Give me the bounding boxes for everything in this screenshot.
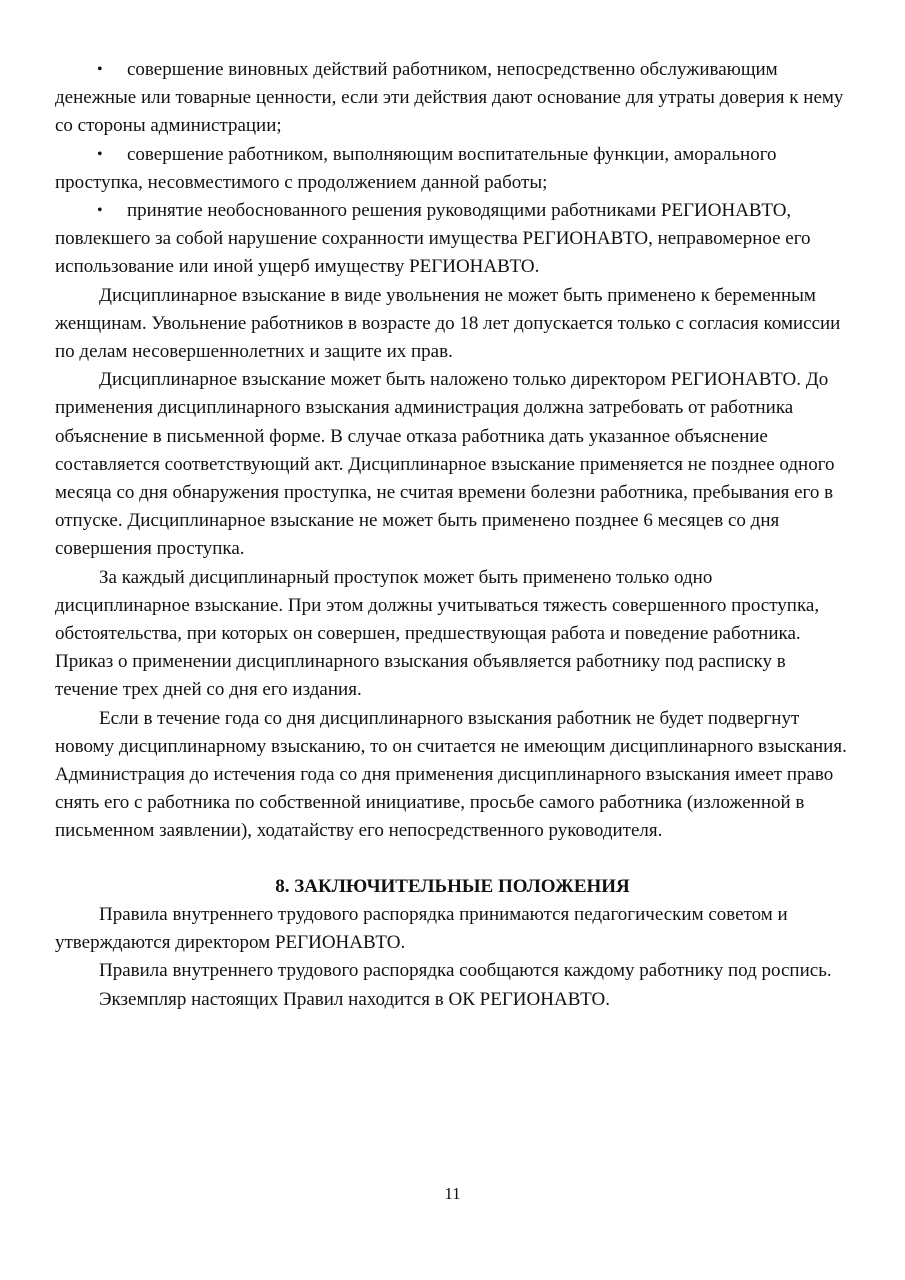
list-item <box>55 56 850 141</box>
bullet-icon: • <box>97 145 103 163</box>
page-number: 11 <box>444 1184 461 1203</box>
paragraph-imposition-procedure: Дисциплинарное взыскание может быть наложено только директором РЕГИОНАВТО. До применения дисциплинарного взыскания администрация должна затребовать от работника объяснение в письменной форме. В случае отказа работника дать указанное объяснение составляется соответствующий акт. Дисциплинарное взыскание применяется не позднее одного месяца со дня обнаружения проступка, не считая времени болезни работника, пребывания его в отпуске. Дисциплинарное взыскание не может быть применено позднее 6 месяцев со дня совершения проступка. <box>55 369 835 560</box>
paragraph-penalty-removal: Если в течение года со дня дисциплинарного взыскания работник не будет подвергнут новому дисциплинарному взысканию, то он считается не имеющим дисциплинарного взыскания. Администрация до истечения года со дня применения дисциплинарного взыскания имеет право снять его с работника по собственной инициативе, просьбе самого работника (изложенной в письменном заявлении), ходатайству его непосредственного руководителя. <box>55 707 847 842</box>
document-page <box>55 56 850 1014</box>
bullet-icon: • <box>97 61 103 78</box>
paragraph-rules-communication: Правила внутреннего трудового распорядка сообщаются каждому работнику под роспись. <box>99 960 832 982</box>
list-item-text: совершение работником, выполняющим воспитательные функции, аморального проступка, несовместимого с продолжением данной работы; <box>55 143 777 193</box>
bullet-icon: • <box>97 202 103 220</box>
list-item-text: принятие необоснованного решения руководящими работниками РЕГИОНАВТО, повлекшего за собой нарушение сохранности имущества РЕГИОНАВТО, неправомерное его использование или иной ущерб имуществу РЕГИОНАВТО. <box>55 200 811 278</box>
section-heading: 8. ЗАКЛЮЧИТЕЛЬНЫЕ ПОЛОЖЕНИЯ <box>275 875 630 897</box>
paragraph-rules-adoption: Правила внутреннего трудового распорядка принимаются педагогическим советом и утверждаются директором РЕГИОНАВТО. <box>55 903 788 954</box>
paragraph-rules-copy: Экземпляр настоящих Правил находится в ОК РЕГИОНАВТО. <box>99 988 610 1010</box>
paragraph-single-penalty: За каждый дисциплинарный проступок может быть применено только одно дисциплинарное взыскание. При этом должны учитываться тяжесть совершенного проступка, обстоятельства, при которых он совершен, предшествующая работа и поведение работника. Приказ о применении дисциплинарного взыскания объявляется работнику под расписку в течение трех дней со дня его издания. <box>55 566 820 701</box>
list-item-text: совершение виновных действий работником, непосредственно обслуживающим денежные или товарные ценности, если эти действия дают основание для утраты доверия к нему со стороны администрации; <box>55 59 844 137</box>
list-item <box>55 197 850 282</box>
paragraph-dismissal-restrictions: Дисциплинарное взыскание в виде увольнения не может быть применено к беременным женщинам. Увольнение работников в возрасте до 18 лет допускается только с согласия комиссии по делам несовершеннолетних и защите их прав. <box>55 284 841 363</box>
list-item <box>55 141 850 197</box>
